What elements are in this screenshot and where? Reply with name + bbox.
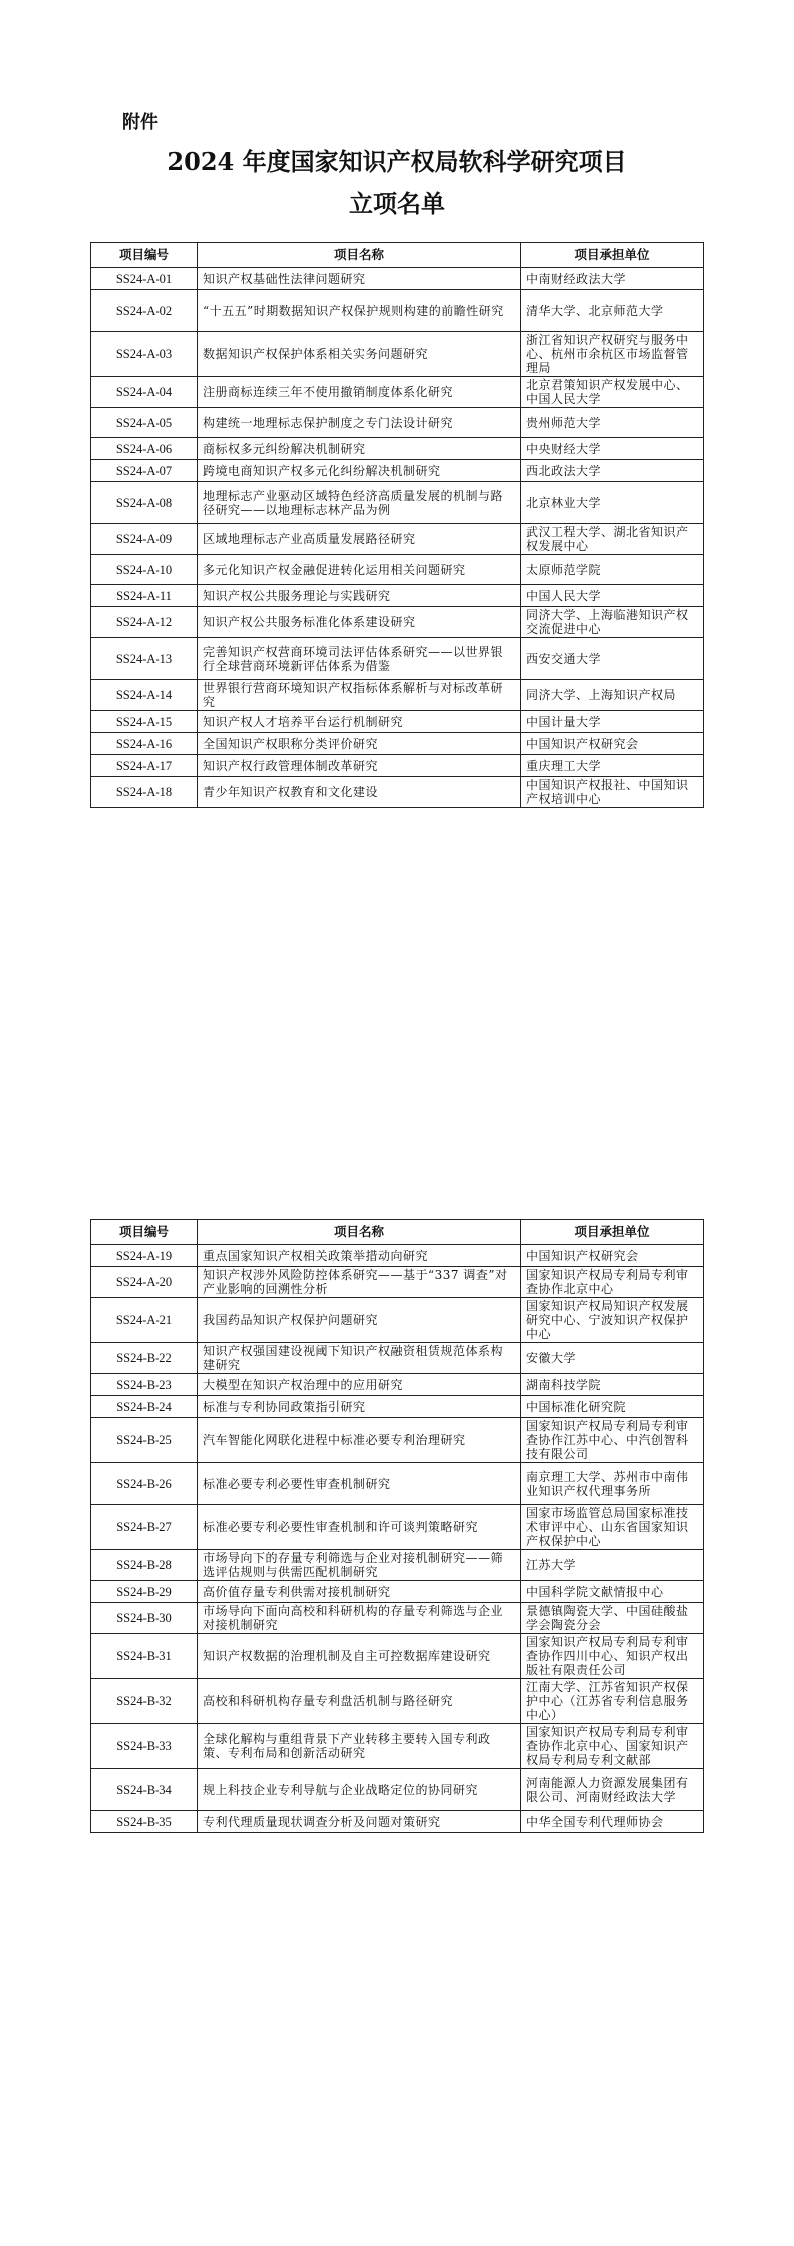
project-name: 知识产权行政管理体制改革研究: [198, 755, 521, 777]
table-row: [91, 438, 704, 460]
project-name: 构建统一地理标志保护制度之专门法设计研究: [198, 408, 521, 438]
project-code: SS24-B-25: [91, 1418, 198, 1463]
project-name: 市场导向下的存量专利筛选与企业对接机制研究——筛选评估规则与供需匹配机制研究: [198, 1550, 521, 1581]
project-code: SS24-A-17: [91, 755, 198, 777]
project-code: SS24-A-05: [91, 408, 198, 438]
table-row: [91, 1343, 704, 1374]
project-name: 知识产权涉外风险防控体系研究——基于“337 调查”对产业影响的回溯性分析: [198, 1267, 521, 1298]
table-row: [91, 524, 704, 555]
table-row: [91, 1245, 704, 1267]
project-name: 跨境电商知识产权多元化纠纷解决机制研究: [198, 460, 521, 482]
project-code: SS24-A-13: [91, 638, 198, 680]
project-unit: 国家知识产权局专利局专利审查协作北京中心: [521, 1267, 704, 1298]
table-row: [91, 460, 704, 482]
project-name: 全国知识产权职称分类评价研究: [198, 733, 521, 755]
project-unit: 浙江省知识产权研究与服务中心、杭州市余杭区市场监督管理局: [521, 332, 704, 377]
project-code: SS24-B-33: [91, 1724, 198, 1769]
project-unit: 北京君策知识产权发展中心、中国人民大学: [521, 377, 704, 408]
project-name: 注册商标连续三年不使用撤销制度体系化研究: [198, 377, 521, 408]
table-row: [91, 1463, 704, 1505]
table-row: [91, 268, 704, 290]
project-name: 标准必要专利必要性审查机制研究: [198, 1463, 521, 1505]
table-row: [91, 777, 704, 808]
table-row: [91, 755, 704, 777]
project-name: 区域地理标志产业高质量发展路径研究: [198, 524, 521, 555]
project-name: 全球化解构与重组背景下产业转移主要转入国专利政策、专利布局和创新活动研究: [198, 1724, 521, 1769]
table-row: [91, 1418, 704, 1463]
project-unit: 武汉工程大学、湖北省知识产权发展中心: [521, 524, 704, 555]
project-code: SS24-A-01: [91, 268, 198, 290]
project-unit: 中央财经大学: [521, 438, 704, 460]
project-name: “十五五”时期数据知识产权保护规则构建的前瞻性研究: [198, 290, 521, 332]
project-code: SS24-A-20: [91, 1267, 198, 1298]
table-row: [91, 290, 704, 332]
project-name: 规上科技企业专利导航与企业战略定位的协同研究: [198, 1769, 521, 1811]
project-code: SS24-B-35: [91, 1811, 198, 1833]
project-table-page2: [90, 1219, 704, 1833]
project-name: 世界银行营商环境知识产权指标体系解析与对标改革研究: [198, 680, 521, 711]
document-title: 2024 年度国家知识产权局软科学研究项目: [167, 147, 627, 176]
project-code: SS24-A-14: [91, 680, 198, 711]
project-unit: 湖南科技学院: [521, 1374, 704, 1396]
project-code: SS24-A-18: [91, 777, 198, 808]
project-code: SS24-A-04: [91, 377, 198, 408]
table-row: [91, 555, 704, 585]
table-row: [91, 680, 704, 711]
table-row: [91, 408, 704, 438]
project-unit: 同济大学、上海知识产权局: [521, 680, 704, 711]
table-row: [91, 607, 704, 638]
table-row: [91, 482, 704, 524]
project-name: 知识产权强国建设视阈下知识产权融资租赁规范体系构建研究: [198, 1343, 521, 1374]
project-code: SS24-A-19: [91, 1245, 198, 1267]
project-name: 完善知识产权营商环境司法评估体系研究——以世界银行全球营商环境新评估体系为借鉴: [198, 638, 521, 680]
table-row: [91, 1298, 704, 1343]
project-name: 我国药品知识产权保护问题研究: [198, 1298, 521, 1343]
table-row: [91, 1724, 704, 1769]
project-name: 商标权多元纠纷解决机制研究: [198, 438, 521, 460]
project-unit: 国家知识产权局专利局专利审查协作江苏中心、中汽创智科技有限公司: [521, 1418, 704, 1463]
project-code: SS24-B-28: [91, 1550, 198, 1581]
project-unit: 江南大学、江苏省知识产权保护中心（江苏省专利信息服务中心）: [521, 1679, 704, 1724]
table-row: [91, 638, 704, 680]
project-name: 知识产权数据的治理机制及自主可控数据库建设研究: [198, 1634, 521, 1679]
project-name: 知识产权基础性法律问题研究: [198, 268, 521, 290]
project-code: SS24-B-26: [91, 1463, 198, 1505]
project-name: 知识产权人才培养平台运行机制研究: [198, 711, 521, 733]
project-unit: 太原师范学院: [521, 555, 704, 585]
header-name: 项目名称: [198, 1220, 521, 1245]
project-unit: 中国标准化研究院: [521, 1396, 704, 1418]
project-unit: 中国科学院文献情报中心: [521, 1581, 704, 1603]
project-unit: 南京理工大学、苏州市中南伟业知识产权代理事务所: [521, 1463, 704, 1505]
project-name: 标准与专利协同政策指引研究: [198, 1396, 521, 1418]
project-name: 知识产权公共服务理论与实践研究: [198, 585, 521, 607]
table-row: [91, 1267, 704, 1298]
table-row: [91, 1581, 704, 1603]
header-unit: 项目承担单位: [521, 243, 704, 268]
project-code: SS24-B-22: [91, 1343, 198, 1374]
project-code: SS24-B-29: [91, 1581, 198, 1603]
project-name: 知识产权公共服务标准化体系建设研究: [198, 607, 521, 638]
project-code: SS24-B-32: [91, 1679, 198, 1724]
project-code: SS24-A-06: [91, 438, 198, 460]
attachment-label: 附件: [122, 112, 158, 133]
project-unit: 中华全国专利代理师协会: [521, 1811, 704, 1833]
project-unit: 贵州师范大学: [521, 408, 704, 438]
project-unit: 清华大学、北京师范大学: [521, 290, 704, 332]
project-code: SS24-B-23: [91, 1374, 198, 1396]
table-row: [91, 377, 704, 408]
project-code: SS24-A-03: [91, 332, 198, 377]
header-name: 项目名称: [198, 243, 521, 268]
project-unit: 国家知识产权局专利局专利审查协作四川中心、知识产权出版社有限责任公司: [521, 1634, 704, 1679]
project-unit: 中国知识产权研究会: [521, 1245, 704, 1267]
project-name: 专利代理质量现状调查分析及问题对策研究: [198, 1811, 521, 1833]
table-row: [91, 1550, 704, 1581]
project-unit: 江苏大学: [521, 1550, 704, 1581]
project-unit: 中国知识产权研究会: [521, 733, 704, 755]
project-unit: 西安交通大学: [521, 638, 704, 680]
project-name: 多元化知识产权金融促进转化运用相关问题研究: [198, 555, 521, 585]
project-code: SS24-A-21: [91, 1298, 198, 1343]
table-row: [91, 1634, 704, 1679]
table-row: [91, 1374, 704, 1396]
header-code: 项目编号: [91, 243, 198, 268]
project-unit: 中国人民大学: [521, 585, 704, 607]
project-code: SS24-A-15: [91, 711, 198, 733]
project-code: SS24-A-10: [91, 555, 198, 585]
table-row: [91, 1603, 704, 1634]
project-name: 汽车智能化网联化进程中标准必要专利治理研究: [198, 1418, 521, 1463]
project-unit: 国家知识产权局知识产权发展研究中心、宁波知识产权保护中心: [521, 1298, 704, 1343]
table-row: [91, 1811, 704, 1833]
project-code: SS24-A-12: [91, 607, 198, 638]
project-code: SS24-A-02: [91, 290, 198, 332]
project-unit: 北京林业大学: [521, 482, 704, 524]
project-unit: 国家市场监管总局国家标准技术审评中心、山东省国家知识产权保护中心: [521, 1505, 704, 1550]
table-row: [91, 332, 704, 377]
table-row: [91, 711, 704, 733]
project-name: 标准必要专利必要性审查机制和许可谈判策略研究: [198, 1505, 521, 1550]
project-unit: 国家知识产权局专利局专利审查协作北京中心、国家知识产权局专利局专利文献部: [521, 1724, 704, 1769]
project-code: SS24-A-07: [91, 460, 198, 482]
project-code: SS24-B-30: [91, 1603, 198, 1634]
table-row: [91, 585, 704, 607]
project-unit: 安徽大学: [521, 1343, 704, 1374]
project-name: 数据知识产权保护体系相关实务问题研究: [198, 332, 521, 377]
project-name: 高校和科研机构存量专利盘活机制与路径研究: [198, 1679, 521, 1724]
table-row: [91, 1769, 704, 1811]
project-code: SS24-B-24: [91, 1396, 198, 1418]
header-unit: 项目承担单位: [521, 1220, 704, 1245]
project-name: 地理标志产业驱动区域特色经济高质量发展的机制与路径研究——以地理标志林产品为例: [198, 482, 521, 524]
project-code: SS24-A-08: [91, 482, 198, 524]
table-row: [91, 1505, 704, 1550]
project-code: SS24-A-09: [91, 524, 198, 555]
document-title-line2: 立项名单: [349, 189, 445, 218]
project-code: SS24-B-34: [91, 1769, 198, 1811]
project-unit: 中国知识产权报社、中国知识产权培训中心: [521, 777, 704, 808]
project-code: SS24-A-16: [91, 733, 198, 755]
project-name: 重点国家知识产权相关政策举措动向研究: [198, 1245, 521, 1267]
table-header-row: [91, 243, 704, 268]
project-table-page1: [90, 242, 704, 808]
table-row: [91, 1679, 704, 1724]
table-row: [91, 733, 704, 755]
project-name: 大模型在知识产权治理中的应用研究: [198, 1374, 521, 1396]
project-unit: 重庆理工大学: [521, 755, 704, 777]
project-name: 市场导向下面向高校和科研机构的存量专利筛选与企业对接机制研究: [198, 1603, 521, 1634]
project-code: SS24-B-31: [91, 1634, 198, 1679]
project-unit: 河南能源人力资源发展集团有限公司、河南财经政法大学: [521, 1769, 704, 1811]
header-code: 项目编号: [91, 1220, 198, 1245]
project-code: SS24-A-11: [91, 585, 198, 607]
project-code: SS24-B-27: [91, 1505, 198, 1550]
project-name: 青少年知识产权教育和文化建设: [198, 777, 521, 808]
project-unit: 景德镇陶瓷大学、中国硅酸盐学会陶瓷分会: [521, 1603, 704, 1634]
table-row: [91, 1396, 704, 1418]
project-name: 高价值存量专利供需对接机制研究: [198, 1581, 521, 1603]
project-unit: 同济大学、上海临港知识产权交流促进中心: [521, 607, 704, 638]
table-header-row: [91, 1220, 704, 1245]
project-unit: 西北政法大学: [521, 460, 704, 482]
project-unit: 中南财经政法大学: [521, 268, 704, 290]
project-unit: 中国计量大学: [521, 711, 704, 733]
